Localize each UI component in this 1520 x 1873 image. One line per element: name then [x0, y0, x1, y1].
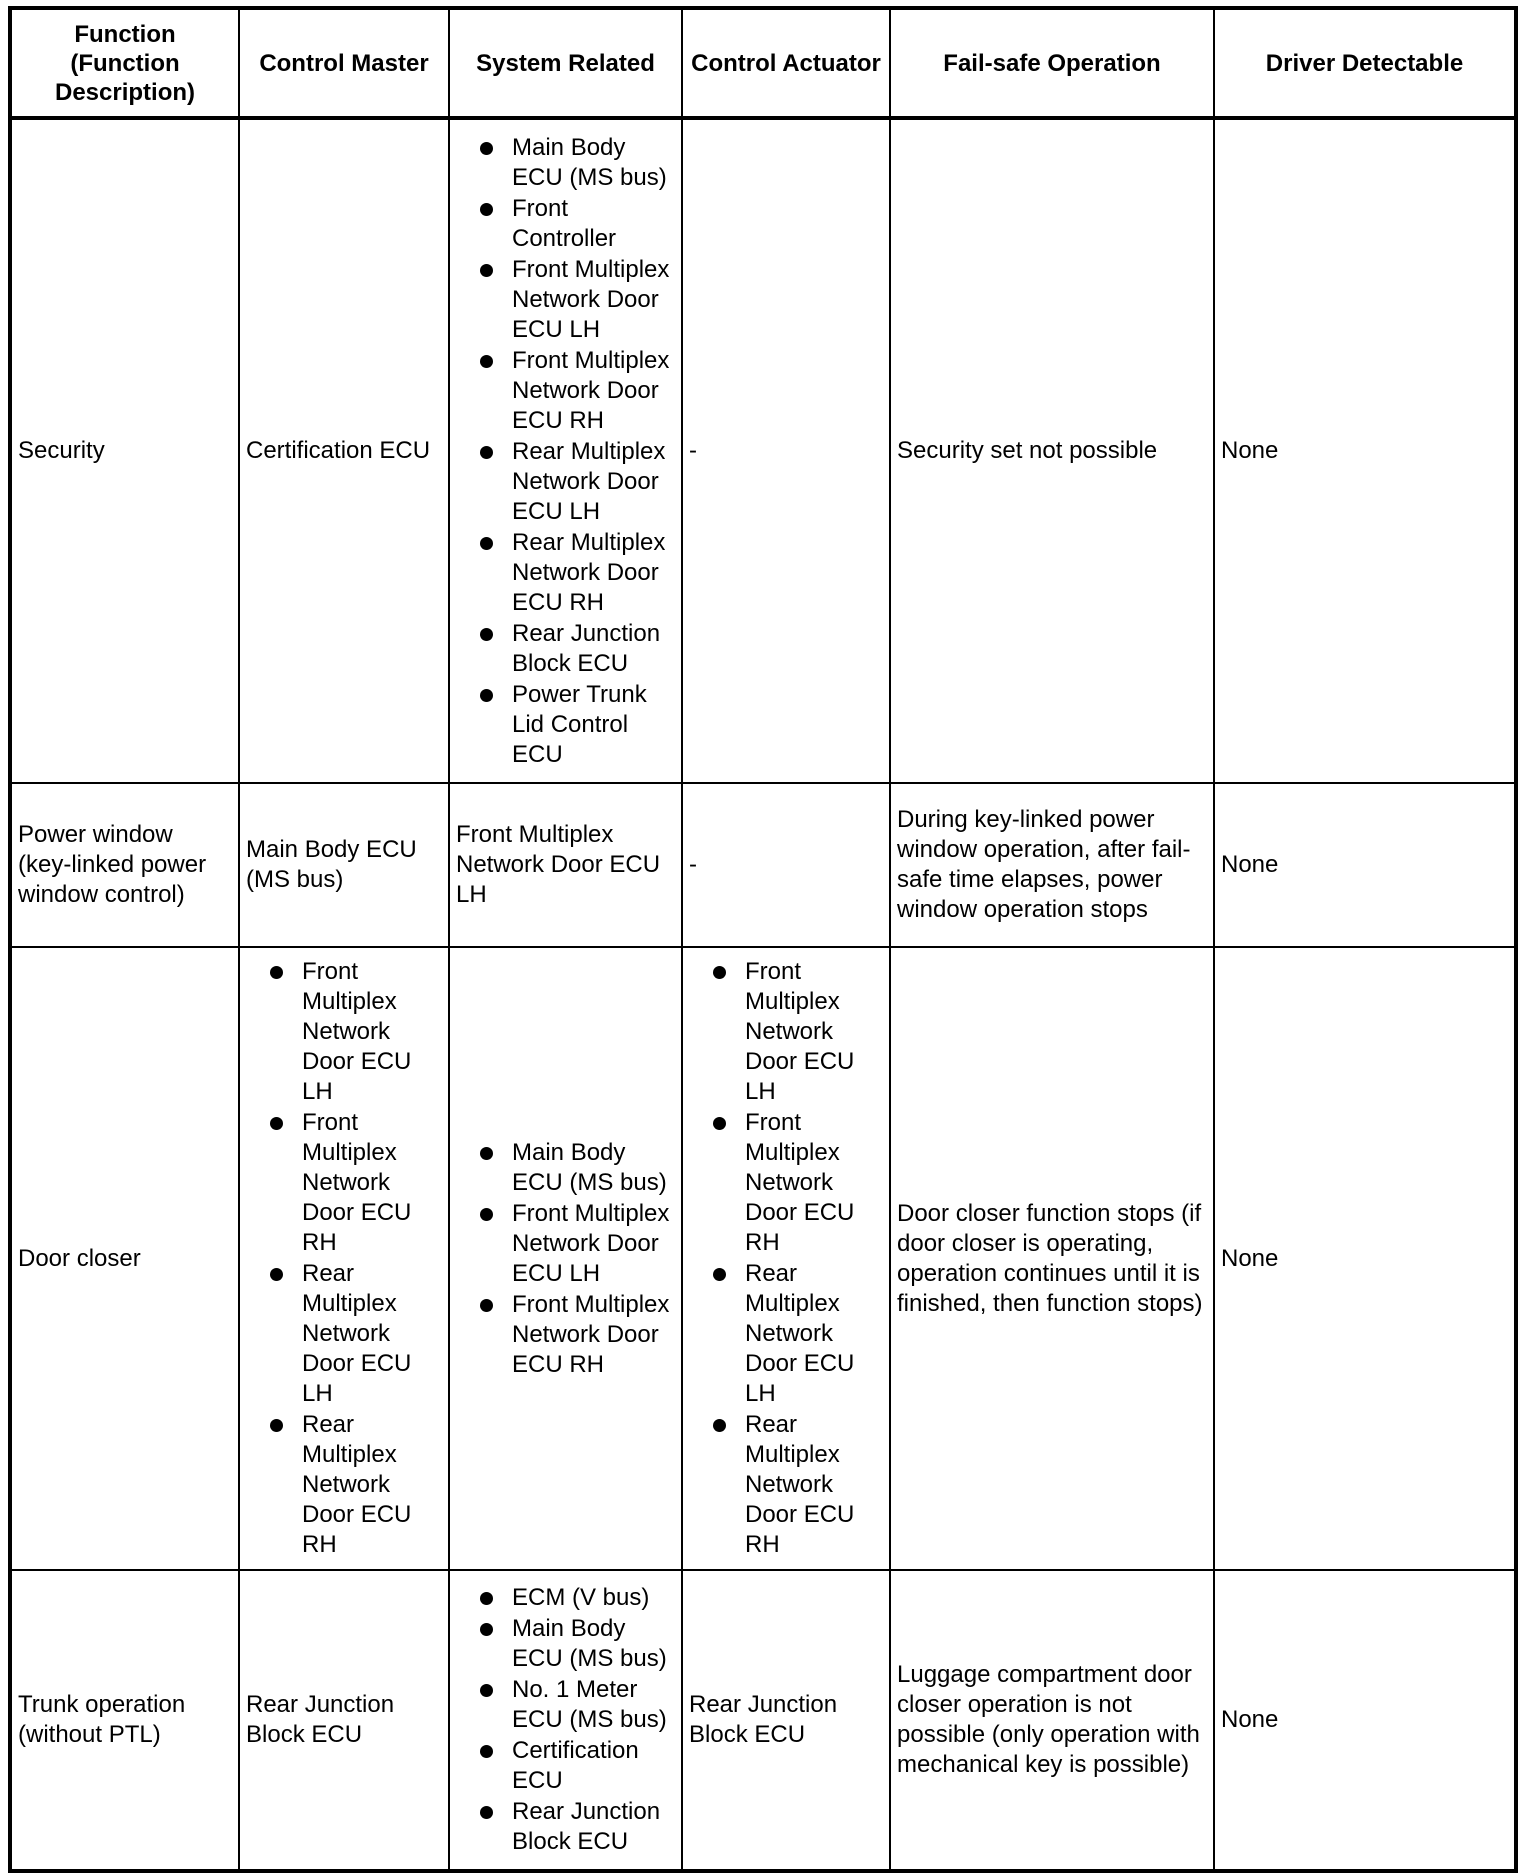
- list-item: Rear Multiplex Network Door ECU RH: [711, 1410, 883, 1560]
- list-item: Front Multiplex Network Door ECU RH: [478, 1290, 675, 1380]
- list-item: Front Multiplex Network Door ECU RH: [711, 1108, 883, 1258]
- cell-function: Trunk operation (without PTL): [10, 1570, 239, 1871]
- header-system-related: System Related: [449, 8, 682, 118]
- list-item: ECM (V bus): [478, 1583, 675, 1613]
- cell-function: Security: [10, 118, 239, 783]
- bullet-list: [456, 133, 675, 770]
- cell-fail-safe: Security set not possible: [890, 118, 1214, 783]
- list-item: Rear Junction Block ECU: [478, 1797, 675, 1857]
- table-row: [10, 1570, 1516, 1871]
- cell-control-master: Main Body ECU (MS bus): [239, 783, 449, 947]
- bullet-list: [456, 1138, 675, 1380]
- fail-safe-table: [8, 6, 1518, 1873]
- header-function: Function (Function Description): [10, 8, 239, 118]
- cell-system-related: [449, 947, 682, 1570]
- cell-function: Power window (key-linked power window control): [10, 783, 239, 947]
- list-item: Front Multiplex Network Door ECU LH: [711, 957, 883, 1107]
- cell-control-master: [239, 947, 449, 1570]
- cell-control-master: Rear Junction Block ECU: [239, 1570, 449, 1871]
- cell-system-related: [449, 118, 682, 783]
- bullet-list: [246, 957, 442, 1560]
- list-item: Main Body ECU (MS bus): [478, 1138, 675, 1198]
- list-item: Front Controller: [478, 194, 675, 254]
- cell-fail-safe: Door closer function stops (if door closer is operating, operation continues until it is finished, then function stops): [890, 947, 1214, 1570]
- list-item: Main Body ECU (MS bus): [478, 1614, 675, 1674]
- cell-driver-detectable: None: [1214, 1570, 1516, 1871]
- header-fail-safe: Fail-safe Operation: [890, 8, 1214, 118]
- list-item: Rear Multiplex Network Door ECU RH: [268, 1410, 442, 1560]
- list-item: Front Multiplex Network Door ECU RH: [478, 346, 675, 436]
- cell-function: Door closer: [10, 947, 239, 1570]
- list-item: Rear Multiplex Network Door ECU LH: [268, 1259, 442, 1409]
- table-row: [10, 118, 1516, 783]
- table-row: [10, 783, 1516, 947]
- list-item: Certification ECU: [478, 1736, 675, 1796]
- cell-driver-detectable: None: [1214, 947, 1516, 1570]
- cell-driver-detectable: None: [1214, 783, 1516, 947]
- list-item: Front Multiplex Network Door ECU LH: [268, 957, 442, 1107]
- cell-fail-safe: During key-linked power window operation, after fail-safe time elapses, power window operation stops: [890, 783, 1214, 947]
- cell-system-related: Front Multiplex Network Door ECU LH: [449, 783, 682, 947]
- header-control-master: Control Master: [239, 8, 449, 118]
- list-item: Rear Multiplex Network Door ECU LH: [478, 437, 675, 527]
- bullet-list: [689, 957, 883, 1560]
- cell-control-actuator: Rear Junction Block ECU: [682, 1570, 890, 1871]
- spec-page: [8, 6, 1514, 1873]
- list-item: Rear Multiplex Network Door ECU RH: [478, 528, 675, 618]
- header-control-actuator: Control Actuator: [682, 8, 890, 118]
- list-item: Power Trunk Lid Control ECU: [478, 680, 675, 770]
- list-item: Main Body ECU (MS bus): [478, 133, 675, 193]
- cell-control-actuator: -: [682, 118, 890, 783]
- bullet-list: [456, 1583, 675, 1857]
- header-row: [10, 8, 1516, 118]
- table-header: [10, 8, 1516, 118]
- cell-fail-safe: Luggage compartment door closer operation is not possible (only operation with mechanical key is possible): [890, 1570, 1214, 1871]
- header-driver-detectable: Driver Detectable: [1214, 8, 1516, 118]
- list-item: Front Multiplex Network Door ECU RH: [268, 1108, 442, 1258]
- cell-control-actuator: -: [682, 783, 890, 947]
- list-item: Front Multiplex Network Door ECU LH: [478, 1199, 675, 1289]
- list-item: Rear Junction Block ECU: [478, 619, 675, 679]
- cell-control-actuator: [682, 947, 890, 1570]
- list-item: No. 1 Meter ECU (MS bus): [478, 1675, 675, 1735]
- cell-driver-detectable: None: [1214, 118, 1516, 783]
- table-row: [10, 947, 1516, 1570]
- cell-system-related: [449, 1570, 682, 1871]
- list-item: Front Multiplex Network Door ECU LH: [478, 255, 675, 345]
- list-item: Rear Multiplex Network Door ECU LH: [711, 1259, 883, 1409]
- cell-control-master: Certification ECU: [239, 118, 449, 783]
